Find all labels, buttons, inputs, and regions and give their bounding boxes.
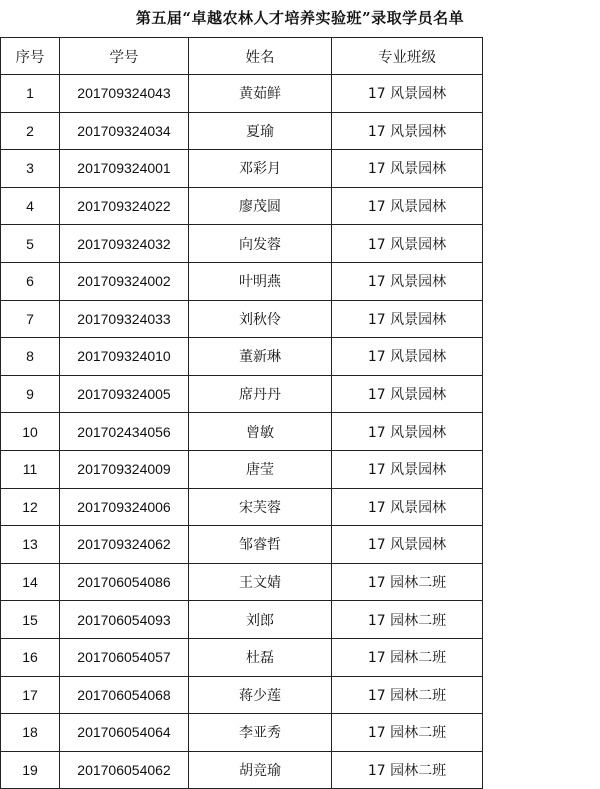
cell-student-id: 201706054057 (60, 638, 189, 676)
table-row (1, 300, 483, 338)
cell-student-id: 201706054086 (60, 563, 189, 601)
cell-class: 17 风景园林 (332, 150, 483, 188)
cell-name: 廖茂圆 (189, 187, 332, 225)
cell-name: 唐莹 (189, 450, 332, 488)
cell-name: 胡竞瑜 (189, 751, 332, 789)
table-row (1, 413, 483, 451)
header-index: 序号 (1, 38, 60, 75)
cell-name: 叶明燕 (189, 262, 332, 300)
cell-class: 17 风景园林 (332, 75, 483, 113)
table-row (1, 676, 483, 714)
cell-name: 邓彩月 (189, 150, 332, 188)
cell-class: 17 风景园林 (332, 488, 483, 526)
cell-name: 董新琳 (189, 338, 332, 376)
cell-class: 17 风景园林 (332, 225, 483, 263)
cell-student-id: 201706054068 (60, 676, 189, 714)
table-row (1, 488, 483, 526)
cell-name: 夏瑜 (189, 112, 332, 150)
cell-class: 17 风景园林 (332, 187, 483, 225)
cell-class: 17 风景园林 (332, 413, 483, 451)
cell-class: 17 风景园林 (332, 450, 483, 488)
table-row (1, 638, 483, 676)
cell-index: 15 (1, 601, 60, 639)
cell-student-id: 201709324002 (60, 262, 189, 300)
cell-class: 17 园林二班 (332, 638, 483, 676)
cell-name: 向发蓉 (189, 225, 332, 263)
cell-index: 17 (1, 676, 60, 714)
cell-student-id: 201709324033 (60, 300, 189, 338)
cell-name: 邹睿哲 (189, 526, 332, 564)
cell-index: 16 (1, 638, 60, 676)
cell-index: 18 (1, 714, 60, 752)
header-name: 姓名 (189, 38, 332, 75)
table-row (1, 450, 483, 488)
cell-student-id: 201709324034 (60, 112, 189, 150)
cell-class: 17 园林二班 (332, 676, 483, 714)
cell-student-id: 201709324010 (60, 338, 189, 376)
cell-index: 12 (1, 488, 60, 526)
cell-name: 刘郎 (189, 601, 332, 639)
table-row (1, 225, 483, 263)
cell-class: 17 风景园林 (332, 526, 483, 564)
table-row (1, 601, 483, 639)
cell-index: 14 (1, 563, 60, 601)
table-row (1, 375, 483, 413)
table-row (1, 526, 483, 564)
table-row (1, 714, 483, 752)
table-row (1, 262, 483, 300)
table-row (1, 112, 483, 150)
table-header (1, 38, 483, 75)
table-row (1, 751, 483, 789)
cell-student-id: 201709324062 (60, 526, 189, 564)
cell-student-id: 201709324009 (60, 450, 189, 488)
header-row (1, 38, 483, 75)
cell-class: 17 园林二班 (332, 601, 483, 639)
cell-student-id: 201709324022 (60, 187, 189, 225)
cell-name: 李亚秀 (189, 714, 332, 752)
cell-index: 9 (1, 375, 60, 413)
cell-name: 黄茹鲜 (189, 75, 332, 113)
cell-name: 席丹丹 (189, 375, 332, 413)
table-body (1, 75, 483, 789)
cell-student-id: 201702434056 (60, 413, 189, 451)
cell-student-id: 201709324005 (60, 375, 189, 413)
cell-index: 3 (1, 150, 60, 188)
cell-name: 宋芙蓉 (189, 488, 332, 526)
header-student-id: 学号 (60, 38, 189, 75)
cell-name: 王文婧 (189, 563, 332, 601)
cell-index: 11 (1, 450, 60, 488)
cell-student-id: 201709324001 (60, 150, 189, 188)
cell-class: 17 风景园林 (332, 375, 483, 413)
header-class: 专业班级 (332, 38, 483, 75)
cell-index: 6 (1, 262, 60, 300)
cell-class: 17 园林二班 (332, 714, 483, 752)
table-row (1, 563, 483, 601)
cell-name: 杜磊 (189, 638, 332, 676)
cell-index: 8 (1, 338, 60, 376)
table-row (1, 338, 483, 376)
cell-name: 蒋少莲 (189, 676, 332, 714)
cell-index: 19 (1, 751, 60, 789)
cell-class: 17 风景园林 (332, 338, 483, 376)
cell-student-id: 201706054093 (60, 601, 189, 639)
table-row (1, 75, 483, 113)
cell-class: 17 风景园林 (332, 112, 483, 150)
cell-index: 5 (1, 225, 60, 263)
cell-student-id: 201709324032 (60, 225, 189, 263)
cell-class: 17 园林二班 (332, 751, 483, 789)
page-title: 第五届“卓越农林人才培养实验班”录取学员名单 (135, 9, 465, 27)
cell-name: 曾敏 (189, 413, 332, 451)
cell-index: 2 (1, 112, 60, 150)
cell-index: 1 (1, 75, 60, 113)
cell-student-id: 201709324043 (60, 75, 189, 113)
cell-student-id: 201706054064 (60, 714, 189, 752)
cell-name: 刘秋伶 (189, 300, 332, 338)
cell-student-id: 201706054062 (60, 751, 189, 789)
cell-index: 13 (1, 526, 60, 564)
cell-index: 7 (1, 300, 60, 338)
cell-student-id: 201709324006 (60, 488, 189, 526)
cell-index: 10 (1, 413, 60, 451)
cell-class: 17 风景园林 (332, 300, 483, 338)
table-row (1, 187, 483, 225)
cell-class: 17 风景园林 (332, 262, 483, 300)
roster-table (0, 37, 483, 789)
cell-class: 17 园林二班 (332, 563, 483, 601)
table-row (1, 150, 483, 188)
cell-index: 4 (1, 187, 60, 225)
